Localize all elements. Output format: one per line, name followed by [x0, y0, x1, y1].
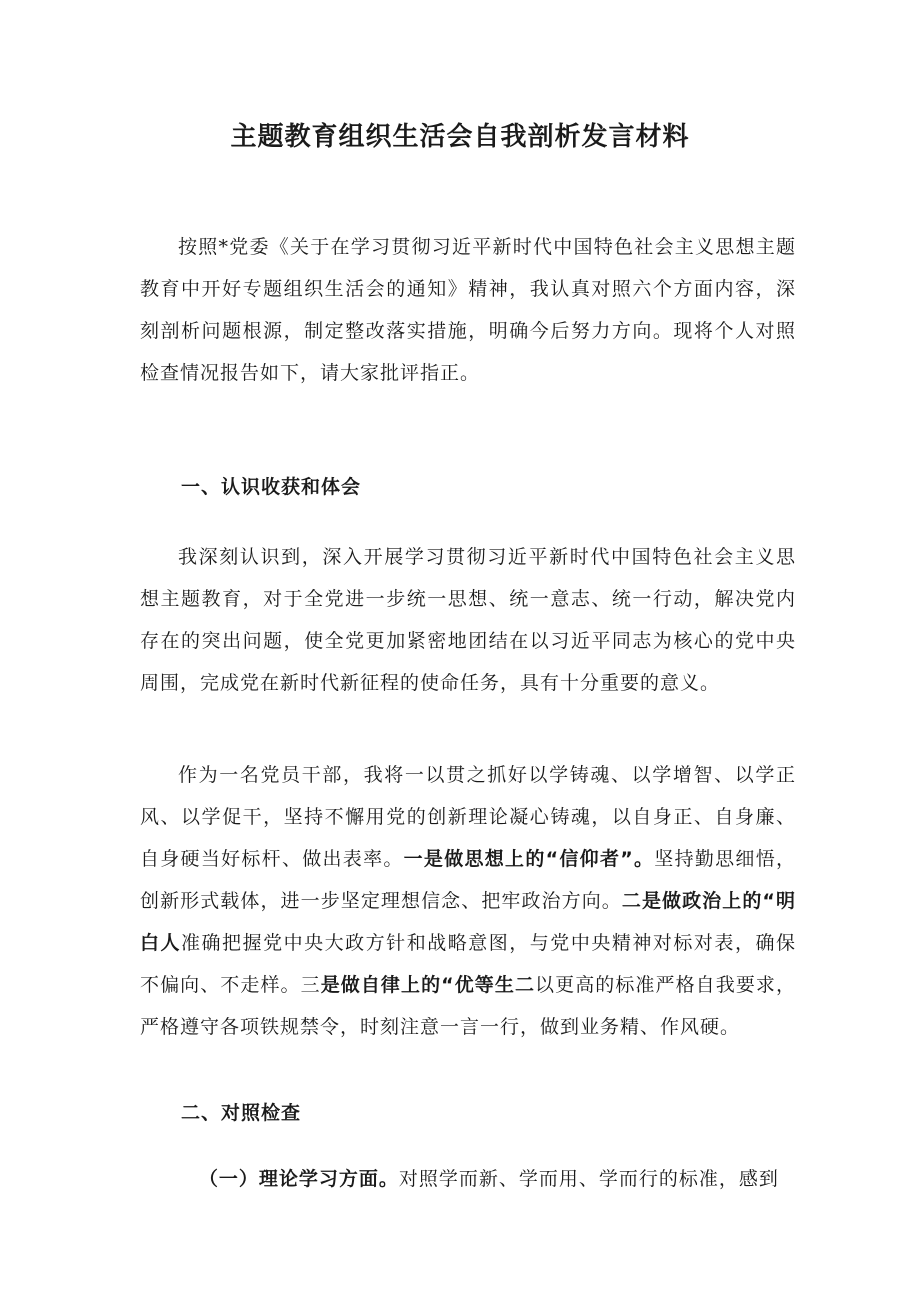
para2-text-4: 以更高的标准严格自我要求，严格遵守各项铁规禁令，时刻注意一言一行，做到业务精、作风硬。: [140, 974, 796, 1038]
section1-paragraph-1: 我深刻认识到，深入开展学习贯彻习近平新时代中国特色社会主义思想主题教育，对于全党进一步统一思想、统一意志、统一行动，解决党内存在的突出问题，使全党更加紧密地团结在以习近平同志为核心的党中央周围，完成党在新时代新征程的使命任务，具有十分重要的意义。: [140, 546, 796, 694]
para2-text-1: 作为一名党员干部，我将一以贯之抓好以学铸魂、以学增智、以学正风、以学促干，坚持不懈用党的创新理论凝心铸魂，以自身正、自身廉、自身硬当好标杆、做出表率。: [140, 764, 796, 870]
para2-bold-3: 是做自律上的“优等生二: [320, 974, 536, 996]
section2-subsection-1: [140, 1158, 796, 1200]
document-title: 主题教育组织生活会自我剖析发言材料: [230, 122, 690, 152]
section-heading-2: 二、对照检查: [181, 1102, 302, 1124]
para2-text-3: 准确把握党中央大政方针和战略意图，与党中央精神对标对表，确保不偏向、不走样。三: [140, 932, 796, 996]
para2-text-2: 坚持勤思细悟，创新形式载体，进一步坚定理想信念、把牢政治方向。: [140, 848, 796, 912]
para2-bold-2: 二是做政治上的“明白人: [140, 890, 796, 954]
subsection-label: （一）理论学习方面。: [198, 1168, 399, 1190]
section-heading-1: 一、认识收获和体会: [181, 476, 362, 498]
intro-paragraph: 按照*党委《关于在学习贯彻习近平新时代中国特色社会主义思想主题教育中开好专题组织生活会的通知》精神，我认真对照六个方面内容，深刻剖析问题根源，制定整改落实措施，明确今后努力方向。现将个人对照检查情况报告如下，请大家批评指正。: [140, 236, 796, 384]
subsection-text: 对照学而新、学而用、学而行的标准，感到: [398, 1168, 779, 1190]
para2-bold-1: 一是做思想上的“信仰者”。: [403, 848, 655, 870]
section1-paragraph-2: [140, 754, 796, 1048]
